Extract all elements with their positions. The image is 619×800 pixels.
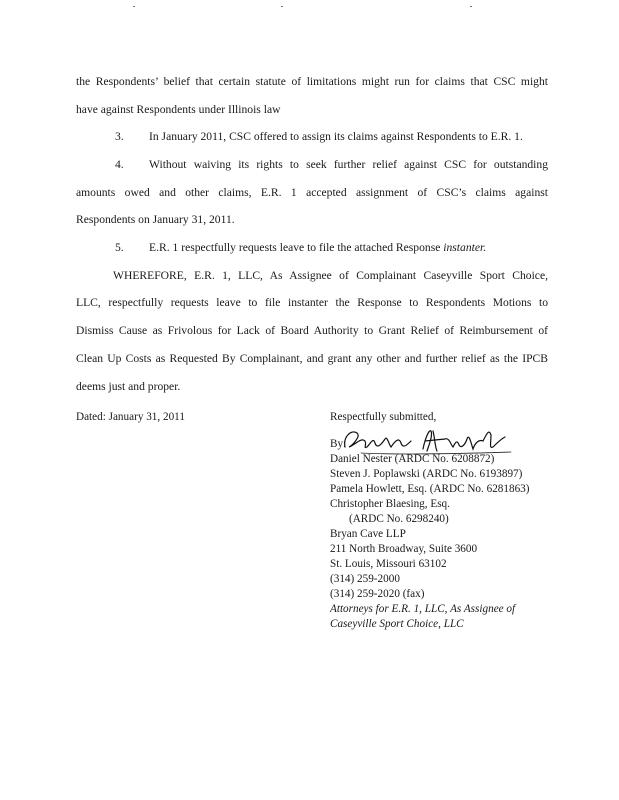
sig-line-3: Pamela Howlett, Esq. (ARDC No. 6281863) bbox=[330, 483, 530, 495]
wherefore-line1: WHEREFORE, E.R. 1, LLC, As Assignee of Complainant Caseyville Sport Choice, bbox=[113, 269, 548, 282]
item-3-number: 3. bbox=[115, 130, 124, 143]
wherefore-line3: Dismiss Cause as Frivolous for Lack of Board Authority to Grant Relief of Reimbursement of bbox=[76, 324, 548, 337]
sig-line-4: Christopher Blaesing, Esq. bbox=[330, 498, 450, 510]
sig-line-1: Daniel Nester (ARDC No. 6208872) bbox=[330, 453, 495, 465]
sig-line-7: 211 North Broadway, Suite 3600 bbox=[330, 543, 478, 555]
scan-speck bbox=[133, 6, 135, 7]
by-label: By: bbox=[330, 438, 347, 450]
dated-line: Dated: January 31, 2011 bbox=[76, 411, 185, 423]
item-4-text-line1: Without waiving its rights to seek further relief against CSC for outstanding bbox=[149, 158, 548, 171]
item-4-line3: Respondents on January 31, 2011. bbox=[76, 213, 235, 226]
para1-line2: have against Respondents under Illinois law bbox=[76, 103, 281, 116]
sig-line-5: (ARDC No. 6298240) bbox=[349, 513, 449, 525]
item-5-italic: instanter. bbox=[443, 241, 487, 254]
item-3 bbox=[115, 130, 548, 144]
item-5-number: 5. bbox=[115, 241, 124, 254]
attorneys-line-2: Caseyville Sport Choice, LLC bbox=[330, 618, 464, 630]
sig-line-8: St. Louis, Missouri 63102 bbox=[330, 558, 447, 570]
wherefore-line2: LLC, respectfully requests leave to file instanter the Response to Respondents Motions to bbox=[76, 296, 548, 309]
item-4-number: 4. bbox=[115, 158, 124, 171]
item-5 bbox=[115, 241, 548, 255]
item-4-line1 bbox=[115, 158, 548, 172]
attorneys-line-1: Attorneys for E.R. 1, LLC, As Assignee of bbox=[330, 603, 516, 615]
sig-line-10: (314) 259-2020 (fax) bbox=[330, 588, 425, 600]
item-3-text: In January 2011, CSC offered to assign its claims against Respondents to E.R. 1. bbox=[149, 130, 523, 143]
sig-line-6: Bryan Cave LLP bbox=[330, 528, 406, 540]
scan-speck bbox=[470, 6, 472, 7]
item-4-line2: amounts owed and other claims, E.R. 1 accepted assignment of CSC’s claims against bbox=[76, 186, 548, 199]
scan-speck bbox=[281, 6, 283, 7]
item-5-text: E.R. 1 respectfully requests leave to file the attached Response bbox=[149, 241, 444, 254]
closing: Respectfully submitted, bbox=[330, 411, 437, 423]
para1-line1: the Respondents’ belief that certain statute of limitations might run for claims that CSC might bbox=[76, 75, 548, 88]
wherefore-line4: Clean Up Costs as Requested By Complainant, and grant any other and further relief as the IPCB bbox=[76, 352, 548, 365]
sig-line-9: (314) 259-2000 bbox=[330, 573, 400, 585]
sig-line-2: Steven J. Poplawski (ARDC No. 6193897) bbox=[330, 468, 523, 480]
wherefore-line5: deems just and proper. bbox=[76, 380, 181, 393]
